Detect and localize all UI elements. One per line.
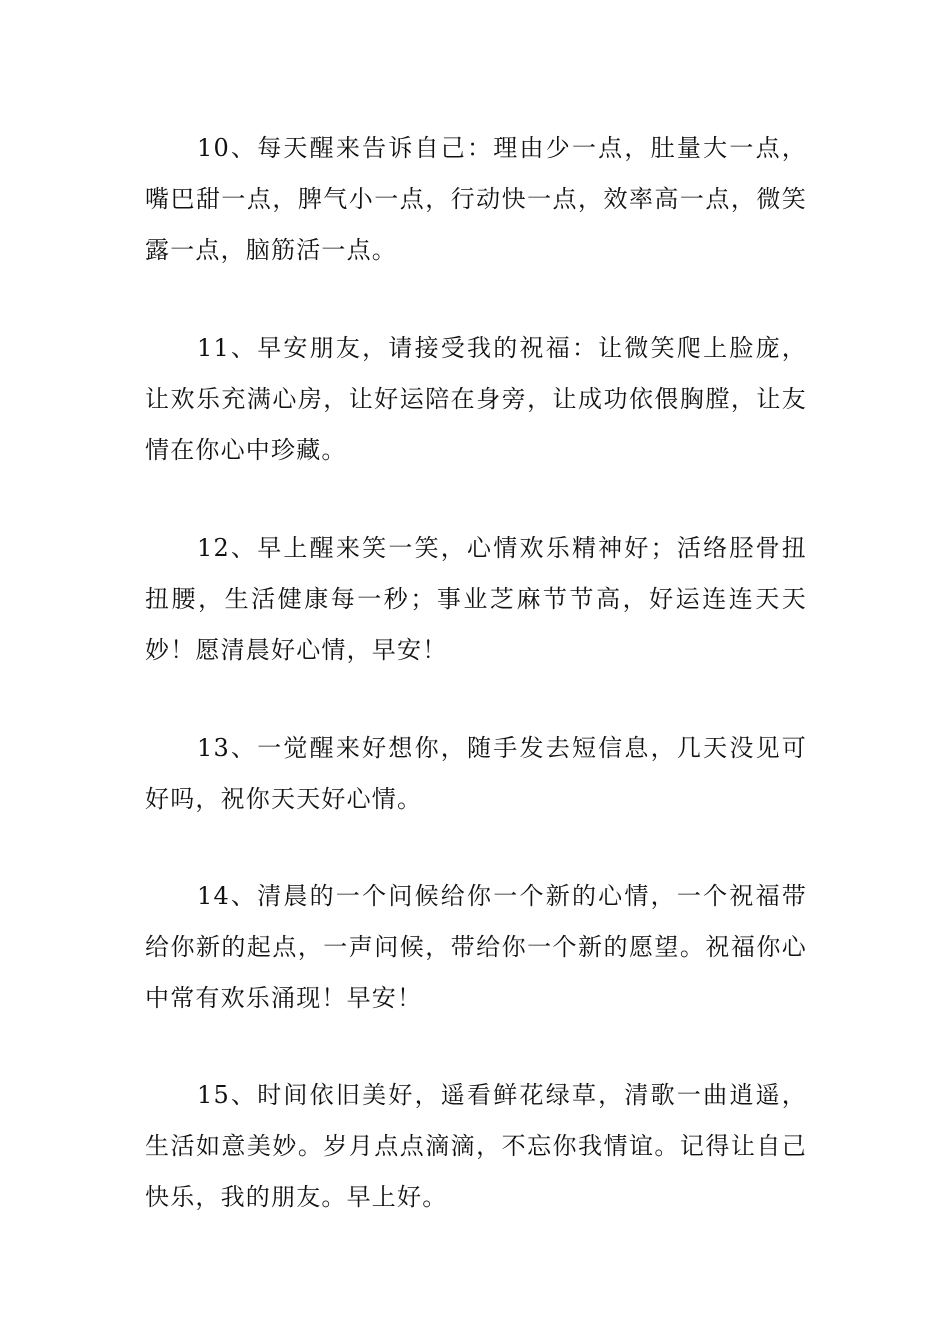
paragraph-10: 10、每天醒来告诉自己：理由少一点，肚量大一点，嘴巴甜一点，脾气小一点，行动快一点，效率高一点，微笑露一点，脑筋活一点。 [145, 134, 807, 264]
paragraph-14: 14、清晨的一个问候给你一个新的心情，一个祝福带给你新的起点，一声问候，带给你一个新的愿望。祝福你心中常有欢乐涌现！早安！ [145, 882, 807, 1012]
paragraph-15: 15、时间依旧美好，遥看鲜花绿草，清歌一曲逍遥，生活如意美妙。岁月点点滴滴，不忘你我情谊。记得让自己快乐，我的朋友。早上好。 [145, 1081, 807, 1211]
paragraph-13: 13、一觉醒来好想你，随手发去短信息，几天没见可好吗，祝你天天好心情。 [145, 734, 807, 813]
paragraph-12: 12、早上醒来笑一笑，心情欢乐精神好；活络胫骨扭扭腰，生活健康每一秒；事业芝麻节节高，好运连连天天妙！愿清晨好心情，早安！ [145, 534, 807, 664]
paragraph-11: 11、早安朋友，请接受我的祝福：让微笑爬上脸庞，让欢乐充满心房，让好运陪在身旁，让成功依偎胸膛，让友情在你心中珍藏。 [145, 334, 807, 464]
